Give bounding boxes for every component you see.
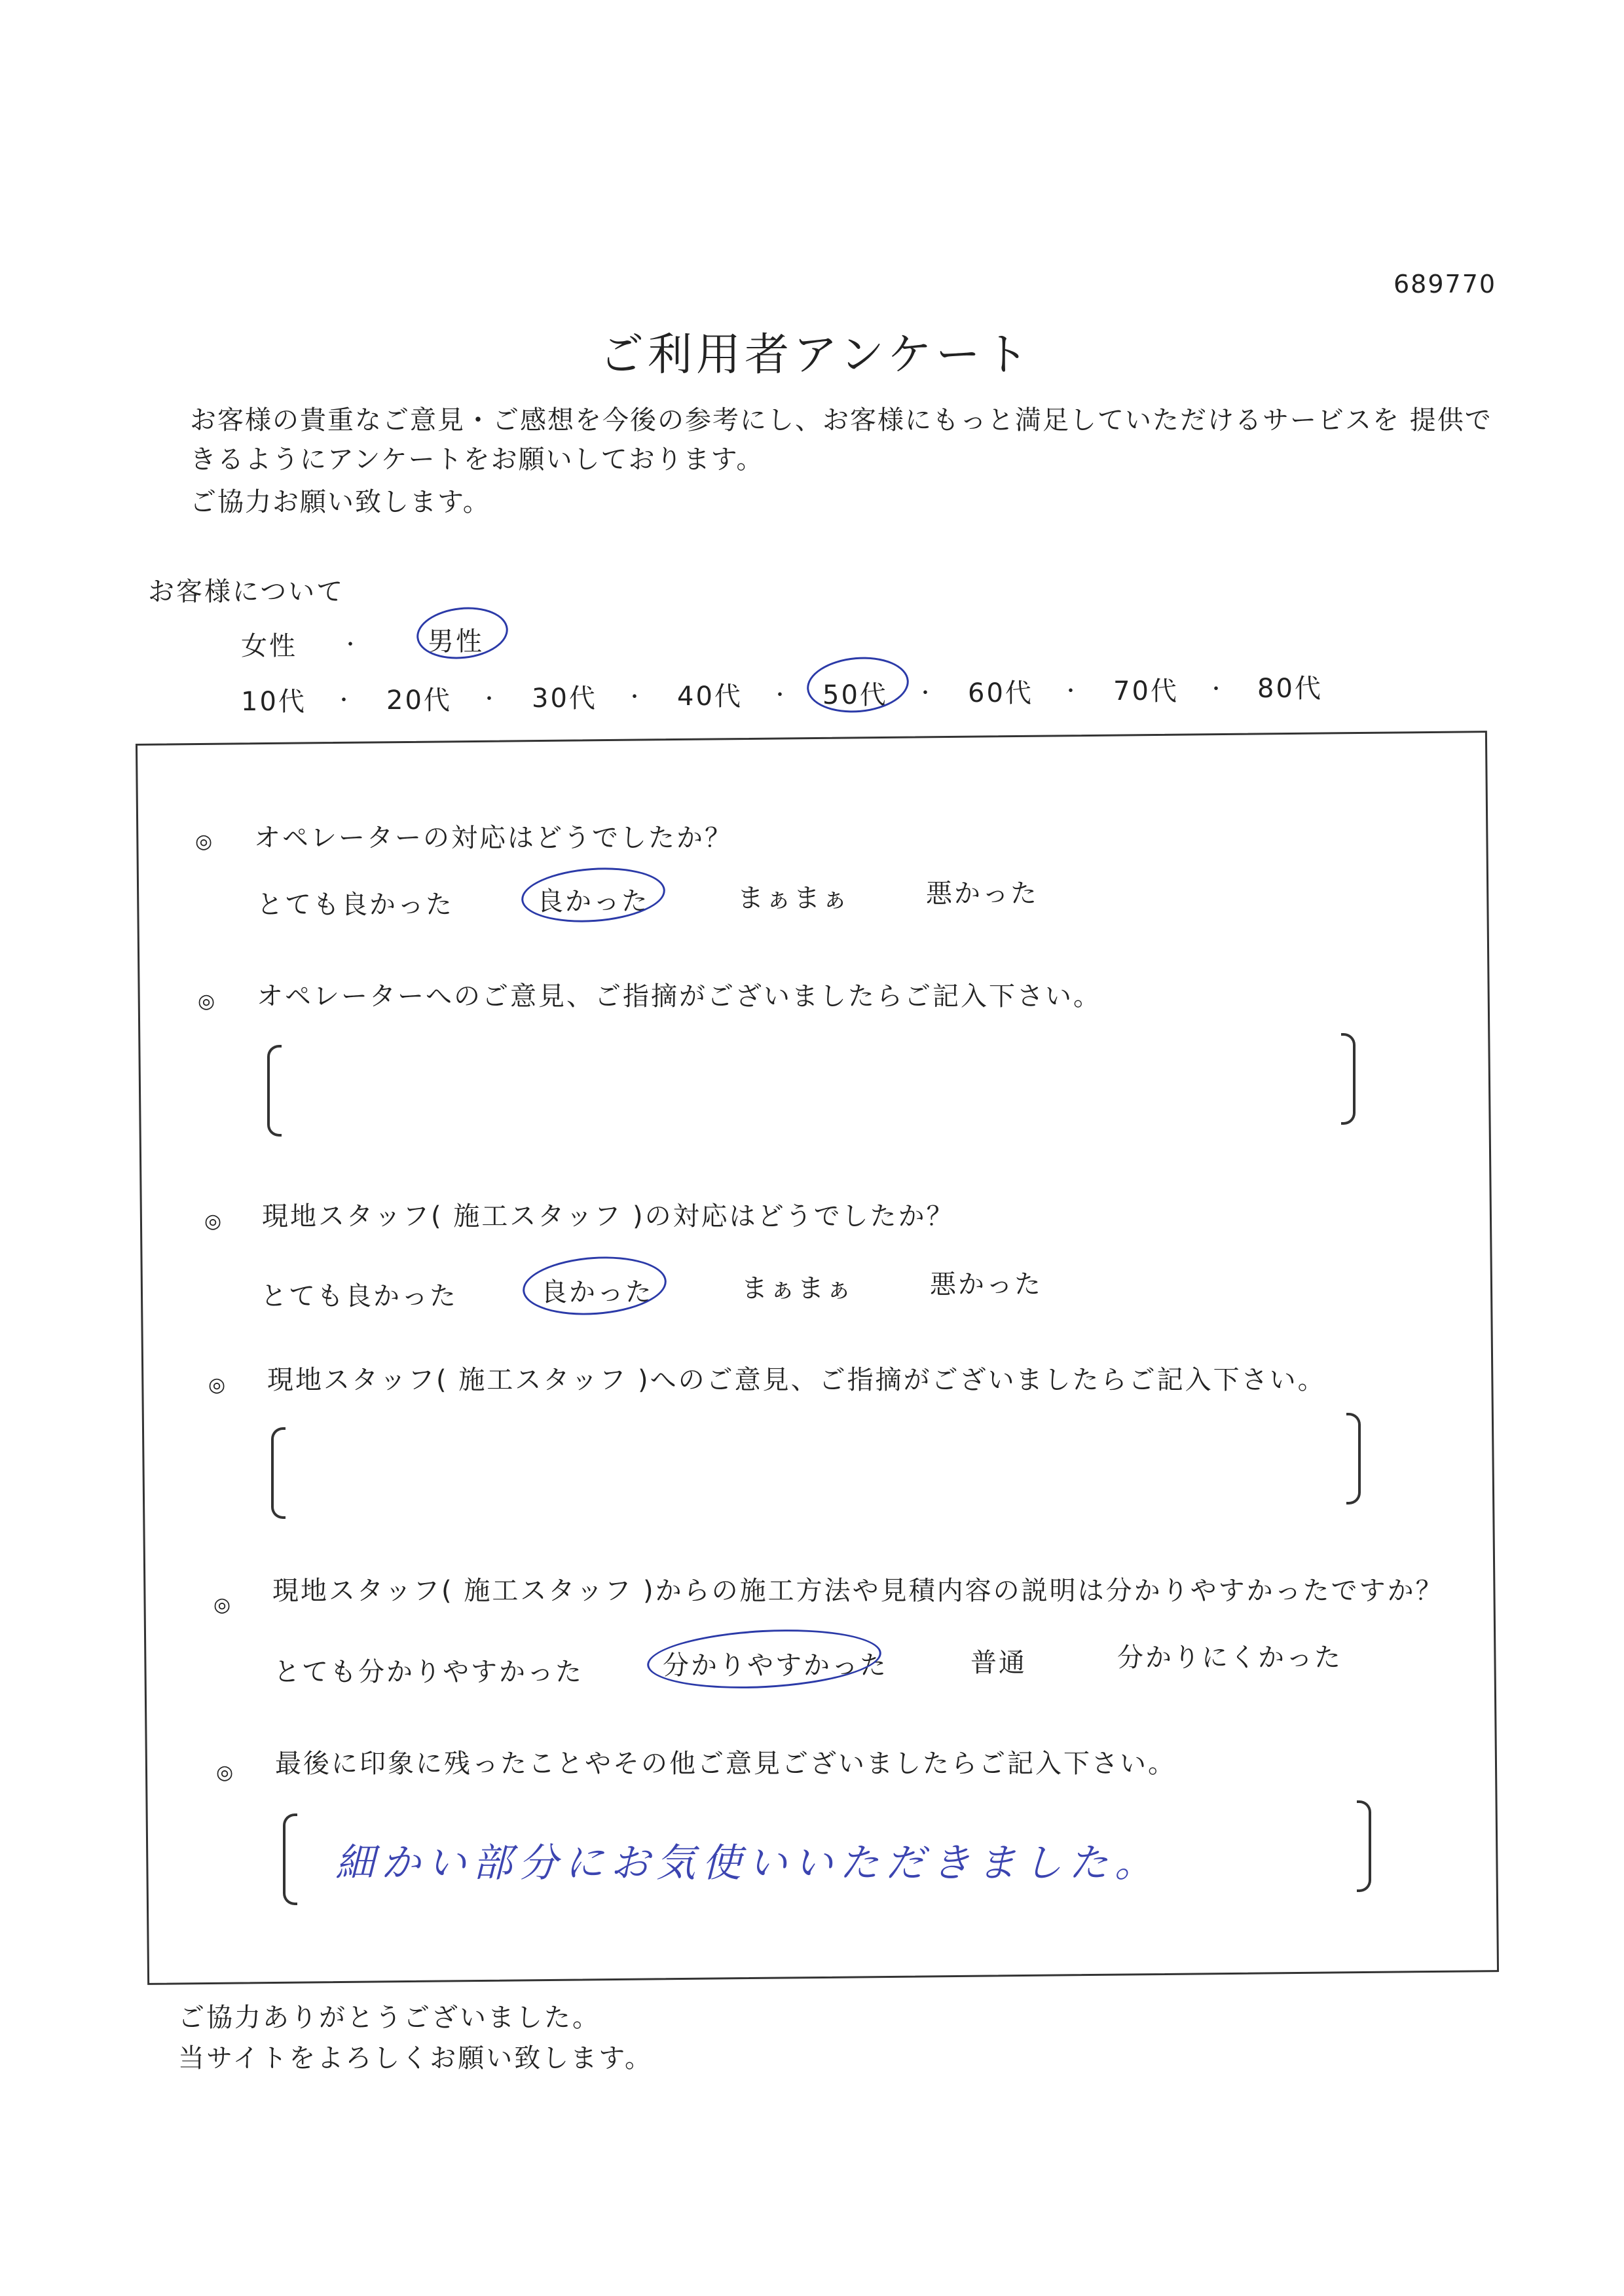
bullet-icon: ◎ <box>204 1210 222 1233</box>
bullet-icon: ◎ <box>198 990 215 1013</box>
age-option-30[interactable]: 30代 <box>532 683 597 714</box>
age-option-50[interactable]: 50代 <box>822 680 888 710</box>
answer-bracket-right <box>1346 1413 1361 1504</box>
intro-line-3: ご協力お願い致します。 <box>190 487 490 517</box>
separator: ・ <box>479 688 499 711</box>
age-option-70[interactable]: 70代 <box>1113 676 1179 706</box>
footer-request: 当サイトをよろしくお願い致します。 <box>178 2043 653 2073</box>
question-2: オペレーターへのご意見、ご指摘がございましたらご記入下さい。 <box>257 981 1101 1011</box>
q3-option-bad[interactable]: 悪かった <box>930 1269 1043 1300</box>
answer-bracket-right <box>1357 1800 1371 1892</box>
answer-bracket-left <box>267 1045 282 1137</box>
footer-thanks: ご協力ありがとうございました。 <box>178 2003 600 2033</box>
question-1: オペレーターの対応はどうでしたか？ <box>254 823 733 853</box>
age-option-40[interactable]: 40代 <box>677 682 743 712</box>
separator: ・ <box>1206 678 1226 701</box>
bullet-icon: ◎ <box>208 1374 226 1396</box>
q1-option-good[interactable]: 良かった <box>537 886 650 917</box>
separator: ・ <box>625 686 644 709</box>
gender-option-male[interactable]: 男性 <box>428 627 484 657</box>
age-option-80[interactable]: 80代 <box>1257 674 1323 704</box>
q5-option-easy[interactable]: 分かりやすかった <box>663 1650 888 1681</box>
separator: ・ <box>341 634 360 657</box>
document-id: 689770 <box>1393 270 1497 299</box>
bullet-icon: ◎ <box>213 1594 231 1616</box>
separator: ・ <box>770 684 790 707</box>
q5-option-normal[interactable]: 普通 <box>970 1648 1027 1678</box>
age-option-10[interactable]: 10代 <box>241 687 306 717</box>
answer-bracket-left <box>271 1427 286 1519</box>
q1-option-so-so[interactable]: まぁまぁ <box>737 883 850 913</box>
intro-line-2: きるようにアンケートをお願いしております。 <box>190 445 764 475</box>
page-title: ご利用者アンケート <box>599 329 1033 381</box>
q1-option-bad[interactable]: 悪かった <box>926 879 1039 909</box>
separator: ・ <box>915 682 935 705</box>
separator: ・ <box>1061 680 1080 703</box>
intro-line-1: お客様の貴重なご意見・ご感想を今後の参考にし、お客様にもっと満足していただけるサービスを 提供で <box>190 405 1492 435</box>
answer-bracket-right <box>1341 1033 1356 1125</box>
question-5: 現地スタッフ( 施工スタッフ )からの施工方法や見積内容の説明は分かりやすかったですか？ <box>272 1576 1444 1606</box>
age-option-20[interactable]: 20代 <box>386 685 452 716</box>
q1-option-very-good[interactable]: とても良かった <box>257 890 454 920</box>
question-3: 現地スタッフ( 施工スタッフ )の対応はどうでしたか？ <box>262 1201 955 1231</box>
q3-option-good[interactable]: 良かった <box>541 1277 654 1307</box>
answer-bracket-left <box>283 1813 297 1905</box>
bullet-icon: ◎ <box>195 830 213 853</box>
customer-heading: お客様について <box>148 577 345 607</box>
question-4: 現地スタッフ( 施工スタッフ )へのご意見、ご指摘がございましたらご記入下さい。 <box>267 1365 1326 1395</box>
separator: ・ <box>334 689 354 712</box>
age-option-60[interactable]: 60代 <box>968 678 1033 708</box>
question-6: 最後に印象に残ったことやその他ご意見ございましたらご記入下さい。 <box>275 1749 1176 1779</box>
q5-option-very-easy[interactable]: とても分かりやすかった <box>274 1657 583 1687</box>
q5-option-hard[interactable]: 分かりにくかった <box>1117 1643 1342 1673</box>
q3-option-very-good[interactable]: とても良かった <box>261 1281 458 1311</box>
q3-option-so-so[interactable]: まぁまぁ <box>741 1273 854 1303</box>
gender-option-female[interactable]: 女性 <box>241 631 297 661</box>
bullet-icon: ◎ <box>216 1761 234 1784</box>
q6-answer-field[interactable]: 細かい部分にお気使いいただきました。 <box>335 1840 1160 1886</box>
selection-circle-age <box>805 653 912 716</box>
